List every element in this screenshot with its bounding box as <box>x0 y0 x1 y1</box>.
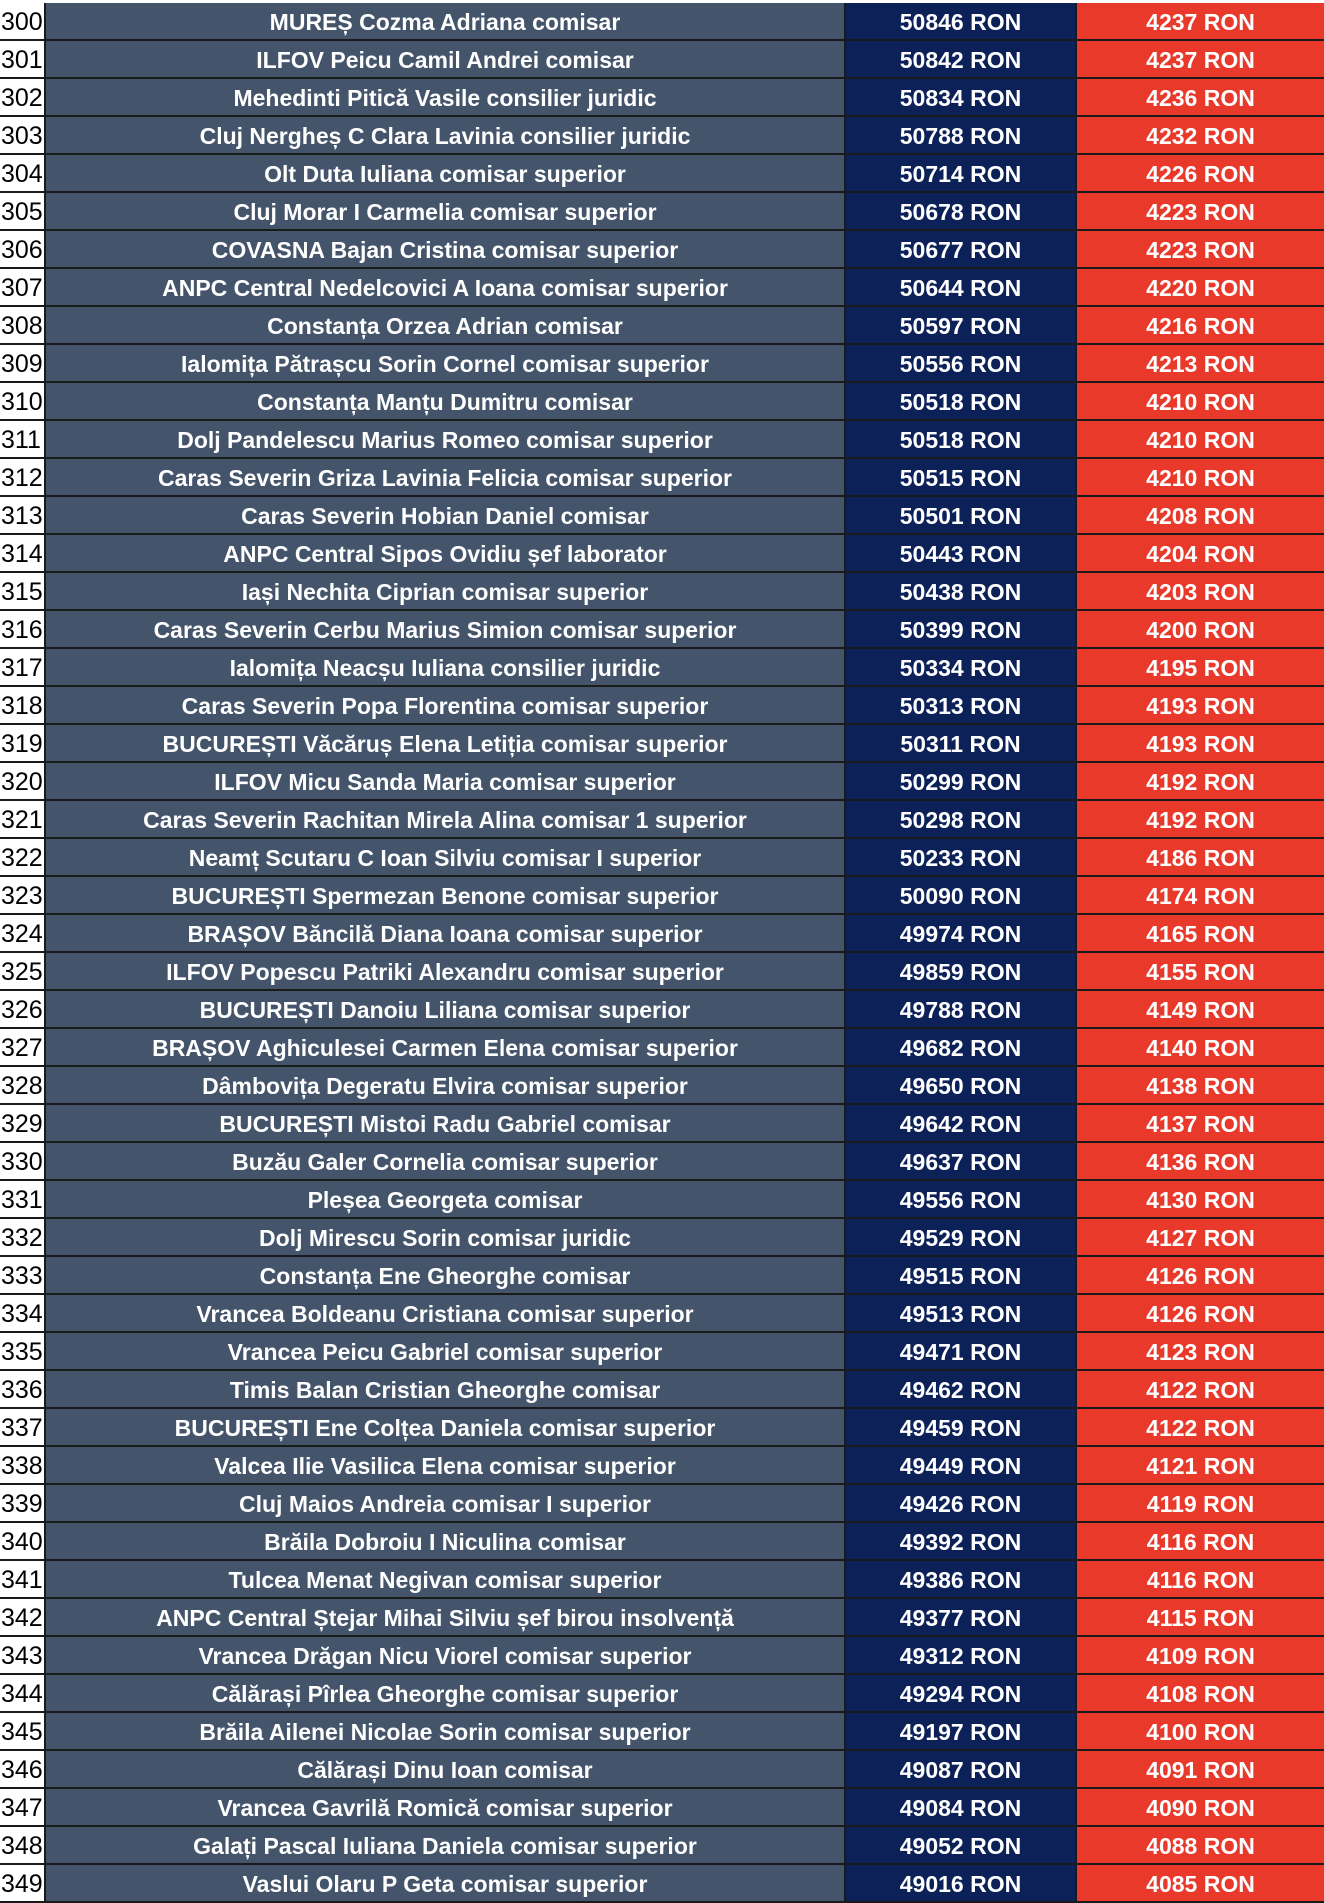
monthly-salary-cell: 4149 RON <box>1077 991 1324 1029</box>
table-row <box>0 1181 1324 1219</box>
table-row <box>0 1257 1324 1295</box>
annual-salary-cell: 49426 RON <box>846 1485 1077 1523</box>
monthly-salary-cell: 4138 RON <box>1077 1067 1324 1105</box>
monthly-salary-cell: 4192 RON <box>1077 763 1324 801</box>
employee-cell: Caras Severin Cerbu Marius Simion comisar superior <box>46 611 846 649</box>
monthly-salary-cell: 4116 RON <box>1077 1561 1324 1599</box>
annual-salary-cell: 49377 RON <box>846 1599 1077 1637</box>
table-row <box>0 1143 1324 1181</box>
employee-cell: ANPC Central Sipos Ovidiu șef laborator <box>46 535 846 573</box>
employee-cell: Caras Severin Griza Lavinia Felicia comisar superior <box>46 459 846 497</box>
monthly-salary-cell: 4203 RON <box>1077 573 1324 611</box>
table-row <box>0 421 1324 459</box>
monthly-salary-cell: 4137 RON <box>1077 1105 1324 1143</box>
annual-salary-cell: 49682 RON <box>846 1029 1077 1067</box>
annual-salary-cell: 50233 RON <box>846 839 1077 877</box>
table-row <box>0 649 1324 687</box>
row-index-cell: 312 <box>0 459 46 497</box>
annual-salary-cell: 50644 RON <box>846 269 1077 307</box>
table-row <box>0 1827 1324 1865</box>
monthly-salary-cell: 4220 RON <box>1077 269 1324 307</box>
row-index-cell: 344 <box>0 1675 46 1713</box>
monthly-salary-cell: 4130 RON <box>1077 1181 1324 1219</box>
annual-salary-cell: 49386 RON <box>846 1561 1077 1599</box>
employee-cell: Buzău Galer Cornelia comisar superior <box>46 1143 846 1181</box>
table-row <box>0 1447 1324 1485</box>
employee-cell: BUCUREȘTI Mistoi Radu Gabriel comisar <box>46 1105 846 1143</box>
row-index-cell: 303 <box>0 117 46 155</box>
row-index-cell: 327 <box>0 1029 46 1067</box>
annual-salary-cell: 49515 RON <box>846 1257 1077 1295</box>
row-index-cell: 342 <box>0 1599 46 1637</box>
row-index-cell: 308 <box>0 307 46 345</box>
row-index-cell: 319 <box>0 725 46 763</box>
row-index-cell: 339 <box>0 1485 46 1523</box>
annual-salary-cell: 50518 RON <box>846 421 1077 459</box>
row-index-cell: 309 <box>0 345 46 383</box>
table-row <box>0 611 1324 649</box>
annual-salary-cell: 50788 RON <box>846 117 1077 155</box>
annual-salary-cell: 49084 RON <box>846 1789 1077 1827</box>
employee-cell: Caras Severin Rachitan Mirela Alina comisar 1 superior <box>46 801 846 839</box>
table-row <box>0 231 1324 269</box>
annual-salary-cell: 49016 RON <box>846 1865 1077 1903</box>
employee-cell: Pleșea Georgeta comisar <box>46 1181 846 1219</box>
table-row <box>0 1333 1324 1371</box>
row-index-cell: 334 <box>0 1295 46 1333</box>
employee-cell: BUCUREȘTI Danoiu Liliana comisar superior <box>46 991 846 1029</box>
table-row <box>0 345 1324 383</box>
row-index-cell: 349 <box>0 1865 46 1903</box>
monthly-salary-cell: 4237 RON <box>1077 3 1324 41</box>
annual-salary-cell: 50677 RON <box>846 231 1077 269</box>
row-index-cell: 315 <box>0 573 46 611</box>
annual-salary-cell: 50678 RON <box>846 193 1077 231</box>
employee-cell: Galați Pascal Iuliana Daniela comisar superior <box>46 1827 846 1865</box>
row-index-cell: 324 <box>0 915 46 953</box>
employee-cell: Vaslui Olaru P Geta comisar superior <box>46 1865 846 1903</box>
table-row <box>0 839 1324 877</box>
employee-cell: Ialomița Neacșu Iuliana consilier juridic <box>46 649 846 687</box>
row-index-cell: 326 <box>0 991 46 1029</box>
employee-cell: Tulcea Menat Negivan comisar superior <box>46 1561 846 1599</box>
employee-cell: Cluj Maios Andreia comisar I superior <box>46 1485 846 1523</box>
monthly-salary-cell: 4123 RON <box>1077 1333 1324 1371</box>
table-row <box>0 1295 1324 1333</box>
monthly-salary-cell: 4115 RON <box>1077 1599 1324 1637</box>
employee-cell: ILFOV Micu Sanda Maria comisar superior <box>46 763 846 801</box>
row-index-cell: 323 <box>0 877 46 915</box>
monthly-salary-cell: 4216 RON <box>1077 307 1324 345</box>
row-index-cell: 338 <box>0 1447 46 1485</box>
employee-cell: Mehedinti Pitică Vasile consilier juridic <box>46 79 846 117</box>
table-row <box>0 1751 1324 1789</box>
monthly-salary-cell: 4210 RON <box>1077 383 1324 421</box>
employee-cell: Vrancea Peicu Gabriel comisar superior <box>46 1333 846 1371</box>
employee-cell: Cluj Morar I Carmelia comisar superior <box>46 193 846 231</box>
monthly-salary-cell: 4109 RON <box>1077 1637 1324 1675</box>
table-row <box>0 1637 1324 1675</box>
employee-cell: Vrancea Gavrilă Romică comisar superior <box>46 1789 846 1827</box>
table-row <box>0 383 1324 421</box>
annual-salary-cell: 50714 RON <box>846 155 1077 193</box>
row-index-cell: 330 <box>0 1143 46 1181</box>
employee-cell: ILFOV Peicu Camil Andrei comisar <box>46 41 846 79</box>
employee-cell: Călărași Dinu Ioan comisar <box>46 1751 846 1789</box>
row-index-cell: 328 <box>0 1067 46 1105</box>
employee-cell: Caras Severin Popa Florentina comisar superior <box>46 687 846 725</box>
monthly-salary-cell: 4127 RON <box>1077 1219 1324 1257</box>
annual-salary-cell: 49462 RON <box>846 1371 1077 1409</box>
table-row <box>0 155 1324 193</box>
monthly-salary-cell: 4122 RON <box>1077 1409 1324 1447</box>
row-index-cell: 318 <box>0 687 46 725</box>
monthly-salary-cell: 4155 RON <box>1077 953 1324 991</box>
annual-salary-cell: 50846 RON <box>846 3 1077 41</box>
table-row <box>0 193 1324 231</box>
table-row <box>0 1865 1324 1903</box>
employee-cell: Neamț Scutaru C Ioan Silviu comisar I superior <box>46 839 846 877</box>
employee-cell: BUCUREȘTI Văcăruș Elena Letiția comisar superior <box>46 725 846 763</box>
row-index-cell: 320 <box>0 763 46 801</box>
monthly-salary-cell: 4213 RON <box>1077 345 1324 383</box>
table-row <box>0 459 1324 497</box>
annual-salary-cell: 50399 RON <box>846 611 1077 649</box>
monthly-salary-cell: 4237 RON <box>1077 41 1324 79</box>
monthly-salary-cell: 4140 RON <box>1077 1029 1324 1067</box>
employee-cell: Constanța Orzea Adrian comisar <box>46 307 846 345</box>
row-index-cell: 340 <box>0 1523 46 1561</box>
table-row <box>0 41 1324 79</box>
row-index-cell: 348 <box>0 1827 46 1865</box>
row-index-cell: 310 <box>0 383 46 421</box>
monthly-salary-cell: 4174 RON <box>1077 877 1324 915</box>
annual-salary-cell: 49087 RON <box>846 1751 1077 1789</box>
monthly-salary-cell: 4204 RON <box>1077 535 1324 573</box>
row-index-cell: 331 <box>0 1181 46 1219</box>
annual-salary-cell: 49650 RON <box>846 1067 1077 1105</box>
annual-salary-cell: 50299 RON <box>846 763 1077 801</box>
monthly-salary-cell: 4232 RON <box>1077 117 1324 155</box>
monthly-salary-cell: 4126 RON <box>1077 1295 1324 1333</box>
employee-cell: Ialomița Pătrașcu Sorin Cornel comisar superior <box>46 345 846 383</box>
monthly-salary-cell: 4210 RON <box>1077 421 1324 459</box>
row-index-cell: 335 <box>0 1333 46 1371</box>
employee-cell: ILFOV Popescu Patriki Alexandru comisar superior <box>46 953 846 991</box>
annual-salary-cell: 50597 RON <box>846 307 1077 345</box>
employee-cell: Iași Nechita Ciprian comisar superior <box>46 573 846 611</box>
annual-salary-cell: 49471 RON <box>846 1333 1077 1371</box>
table-row <box>0 269 1324 307</box>
monthly-salary-cell: 4186 RON <box>1077 839 1324 877</box>
monthly-salary-cell: 4200 RON <box>1077 611 1324 649</box>
annual-salary-cell: 49529 RON <box>846 1219 1077 1257</box>
monthly-salary-cell: 4100 RON <box>1077 1713 1324 1751</box>
table-row <box>0 1409 1324 1447</box>
table-row <box>0 535 1324 573</box>
row-index-cell: 314 <box>0 535 46 573</box>
table-row <box>0 991 1324 1029</box>
employee-cell: Brăila Dobroiu I Niculina comisar <box>46 1523 846 1561</box>
annual-salary-cell: 49449 RON <box>846 1447 1077 1485</box>
annual-salary-cell: 50834 RON <box>846 79 1077 117</box>
table-row <box>0 1789 1324 1827</box>
table-row <box>0 1561 1324 1599</box>
row-index-cell: 311 <box>0 421 46 459</box>
row-index-cell: 321 <box>0 801 46 839</box>
employee-cell: BUCUREȘTI Spermezan Benone comisar superior <box>46 877 846 915</box>
annual-salary-cell: 50518 RON <box>846 383 1077 421</box>
table-row <box>0 1029 1324 1067</box>
row-index-cell: 329 <box>0 1105 46 1143</box>
monthly-salary-cell: 4126 RON <box>1077 1257 1324 1295</box>
employee-cell: Dolj Pandelescu Marius Romeo comisar superior <box>46 421 846 459</box>
employee-cell: Cluj Nergheș C Clara Lavinia consilier juridic <box>46 117 846 155</box>
row-index-cell: 347 <box>0 1789 46 1827</box>
table-row <box>0 1105 1324 1143</box>
row-index-cell: 300 <box>0 3 46 41</box>
annual-salary-cell: 50515 RON <box>846 459 1077 497</box>
employee-cell: COVASNA Bajan Cristina comisar superior <box>46 231 846 269</box>
row-index-cell: 346 <box>0 1751 46 1789</box>
monthly-salary-cell: 4195 RON <box>1077 649 1324 687</box>
employee-cell: Constanța Manțu Dumitru comisar <box>46 383 846 421</box>
employee-cell: Constanța Ene Gheorghe comisar <box>46 1257 846 1295</box>
row-index-cell: 317 <box>0 649 46 687</box>
table-row <box>0 3 1324 41</box>
employee-cell: Vrancea Drăgan Nicu Viorel comisar superior <box>46 1637 846 1675</box>
table-row <box>0 1523 1324 1561</box>
table-row <box>0 687 1324 725</box>
annual-salary-cell: 50298 RON <box>846 801 1077 839</box>
monthly-salary-cell: 4108 RON <box>1077 1675 1324 1713</box>
table-row <box>0 573 1324 611</box>
monthly-salary-cell: 4121 RON <box>1077 1447 1324 1485</box>
row-index-cell: 305 <box>0 193 46 231</box>
employee-cell: Valcea Ilie Vasilica Elena comisar superior <box>46 1447 846 1485</box>
annual-salary-cell: 49312 RON <box>846 1637 1077 1675</box>
row-index-cell: 332 <box>0 1219 46 1257</box>
annual-salary-cell: 50334 RON <box>846 649 1077 687</box>
row-index-cell: 301 <box>0 41 46 79</box>
monthly-salary-cell: 4122 RON <box>1077 1371 1324 1409</box>
monthly-salary-cell: 4085 RON <box>1077 1865 1324 1903</box>
annual-salary-cell: 50443 RON <box>846 535 1077 573</box>
annual-salary-cell: 50556 RON <box>846 345 1077 383</box>
employee-cell: Dolj Mirescu Sorin comisar juridic <box>46 1219 846 1257</box>
annual-salary-cell: 50842 RON <box>846 41 1077 79</box>
employee-cell: ANPC Central Nedelcovici A Ioana comisar superior <box>46 269 846 307</box>
monthly-salary-cell: 4192 RON <box>1077 801 1324 839</box>
table-row <box>0 1675 1324 1713</box>
row-index-cell: 333 <box>0 1257 46 1295</box>
table-row <box>0 1067 1324 1105</box>
employee-cell: BRAȘOV Aghiculesei Carmen Elena comisar superior <box>46 1029 846 1067</box>
table-row <box>0 1371 1324 1409</box>
annual-salary-cell: 49556 RON <box>846 1181 1077 1219</box>
row-index-cell: 336 <box>0 1371 46 1409</box>
monthly-salary-cell: 4090 RON <box>1077 1789 1324 1827</box>
annual-salary-cell: 49197 RON <box>846 1713 1077 1751</box>
row-index-cell: 306 <box>0 231 46 269</box>
monthly-salary-cell: 4210 RON <box>1077 459 1324 497</box>
table-row <box>0 1485 1324 1523</box>
table-row <box>0 763 1324 801</box>
row-index-cell: 322 <box>0 839 46 877</box>
monthly-salary-cell: 4223 RON <box>1077 231 1324 269</box>
employee-cell: Timis Balan Cristian Gheorghe comisar <box>46 1371 846 1409</box>
table-row <box>0 915 1324 953</box>
row-index-cell: 341 <box>0 1561 46 1599</box>
employee-cell: Vrancea Boldeanu Cristiana comisar superior <box>46 1295 846 1333</box>
employee-cell: Călărași Pîrlea Gheorghe comisar superior <box>46 1675 846 1713</box>
monthly-salary-cell: 4119 RON <box>1077 1485 1324 1523</box>
employee-cell: BUCUREȘTI Ene Colțea Daniela comisar superior <box>46 1409 846 1447</box>
annual-salary-cell: 49052 RON <box>846 1827 1077 1865</box>
row-index-cell: 313 <box>0 497 46 535</box>
monthly-salary-cell: 4208 RON <box>1077 497 1324 535</box>
annual-salary-cell: 50313 RON <box>846 687 1077 725</box>
row-index-cell: 304 <box>0 155 46 193</box>
monthly-salary-cell: 4193 RON <box>1077 687 1324 725</box>
monthly-salary-cell: 4136 RON <box>1077 1143 1324 1181</box>
table-row <box>0 1713 1324 1751</box>
employee-cell: Brăila Ailenei Nicolae Sorin comisar superior <box>46 1713 846 1751</box>
employee-cell: Caras Severin Hobian Daniel comisar <box>46 497 846 535</box>
annual-salary-cell: 50438 RON <box>846 573 1077 611</box>
annual-salary-cell: 49294 RON <box>846 1675 1077 1713</box>
employee-cell: ANPC Central Ștejar Mihai Silviu șef birou insolvență <box>46 1599 846 1637</box>
table-row <box>0 1219 1324 1257</box>
table-row <box>0 79 1324 117</box>
annual-salary-cell: 50090 RON <box>846 877 1077 915</box>
table-row <box>0 953 1324 991</box>
annual-salary-cell: 49974 RON <box>846 915 1077 953</box>
row-index-cell: 343 <box>0 1637 46 1675</box>
table-row <box>0 877 1324 915</box>
table-row <box>0 117 1324 155</box>
annual-salary-cell: 50311 RON <box>846 725 1077 763</box>
annual-salary-cell: 49788 RON <box>846 991 1077 1029</box>
monthly-salary-cell: 4193 RON <box>1077 725 1324 763</box>
row-index-cell: 337 <box>0 1409 46 1447</box>
annual-salary-cell: 50501 RON <box>846 497 1077 535</box>
table-row <box>0 801 1324 839</box>
monthly-salary-cell: 4088 RON <box>1077 1827 1324 1865</box>
monthly-salary-cell: 4236 RON <box>1077 79 1324 117</box>
annual-salary-cell: 49513 RON <box>846 1295 1077 1333</box>
annual-salary-cell: 49459 RON <box>846 1409 1077 1447</box>
annual-salary-cell: 49642 RON <box>846 1105 1077 1143</box>
monthly-salary-cell: 4165 RON <box>1077 915 1324 953</box>
employee-cell: BRAȘOV Băncilă Diana Ioana comisar superior <box>46 915 846 953</box>
annual-salary-cell: 49637 RON <box>846 1143 1077 1181</box>
annual-salary-cell: 49859 RON <box>846 953 1077 991</box>
monthly-salary-cell: 4223 RON <box>1077 193 1324 231</box>
employee-cell: Olt Duta Iuliana comisar superior <box>46 155 846 193</box>
table-row <box>0 497 1324 535</box>
table-row <box>0 307 1324 345</box>
monthly-salary-cell: 4116 RON <box>1077 1523 1324 1561</box>
row-index-cell: 345 <box>0 1713 46 1751</box>
employee-cell: MUREȘ Cozma Adriana comisar <box>46 3 846 41</box>
employee-cell: Dâmbovița Degeratu Elvira comisar superior <box>46 1067 846 1105</box>
monthly-salary-cell: 4226 RON <box>1077 155 1324 193</box>
table-row <box>0 725 1324 763</box>
monthly-salary-cell: 4091 RON <box>1077 1751 1324 1789</box>
row-index-cell: 325 <box>0 953 46 991</box>
table-row <box>0 1599 1324 1637</box>
row-index-cell: 307 <box>0 269 46 307</box>
row-index-cell: 316 <box>0 611 46 649</box>
annual-salary-cell: 49392 RON <box>846 1523 1077 1561</box>
row-index-cell: 302 <box>0 79 46 117</box>
